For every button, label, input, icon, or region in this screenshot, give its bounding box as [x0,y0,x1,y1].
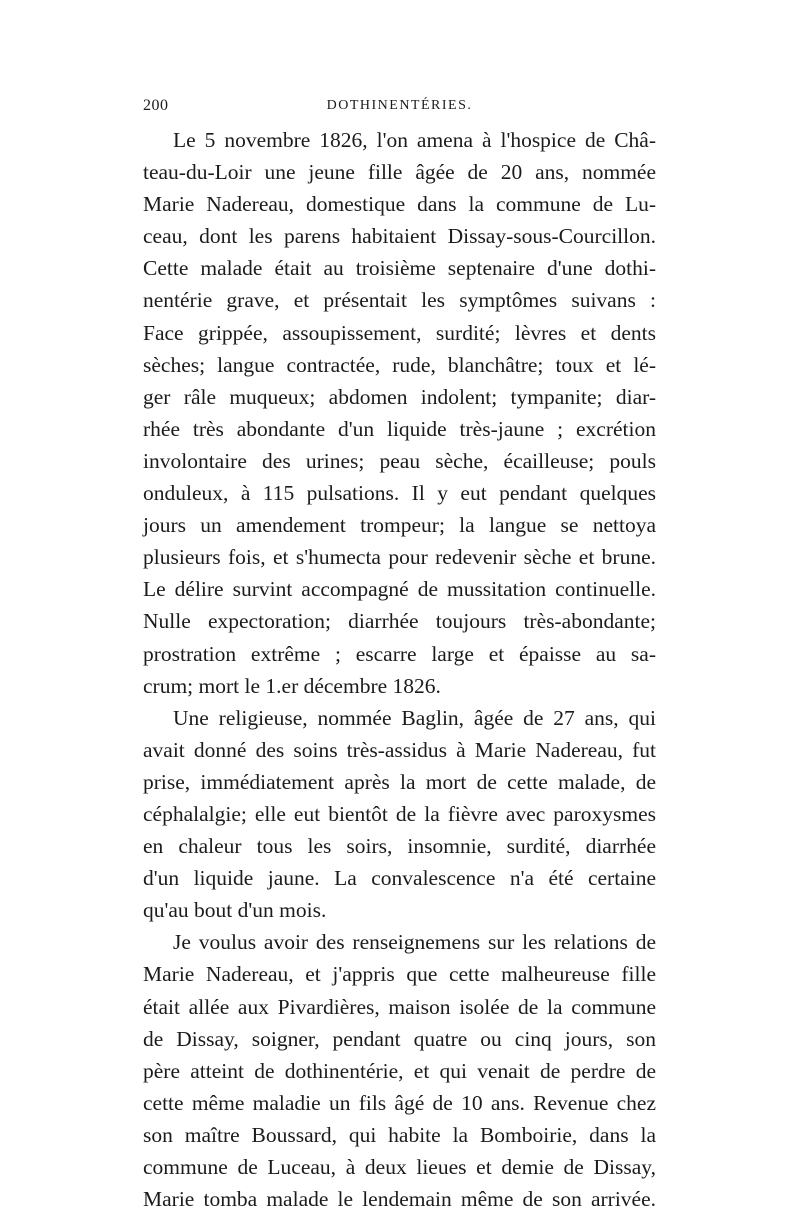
text-line: était allée aux Pivardières, maison isolée de la commune [143,994,656,1019]
page-number: 200 [143,97,169,114]
text-line: crum; mort le 1.er décembre 1826. [143,673,441,698]
text-line: Face grippée, assoupissement, surdité; lèvres et dents [143,320,656,345]
text-line: plusieurs fois, et s'humecta pour redevenir sèche et brune. [143,545,656,570]
text-line: en chaleur tous les soirs, insomnie, surdité, diarrhée [143,834,656,859]
text-line: Marie Nadereau, et j'appris que cette malheureuse fille [143,962,656,987]
body-text [143,124,656,1215]
text-line: prostration extrême ; escarre large et épaisse au sa- [143,641,656,666]
paragraph-3 [143,926,656,1215]
text-line: cette même maladie un fils âgé de 10 ans. Revenue chez [143,1090,656,1115]
page-header [143,97,656,119]
paragraph-2 [143,702,656,927]
paragraph-1 [143,124,656,702]
text-line: père atteint de dothinentérie, et qui venait de perdre de [143,1058,656,1083]
text-line: d'un liquide jaune. La convalescence n'a été certaine [143,866,656,891]
text-line: onduleux, à 115 pulsations. Il y eut pendant quelques [143,481,656,506]
text-line: ceau, dont les parens habitaient Dissay-sous-Courcillon. [143,224,656,249]
text-line: nentérie grave, et présentait les symptômes suivans : [143,288,656,313]
text-line: Le 5 novembre 1826, l'on amena à l'hospice de Châ- [173,128,656,152]
text-line: jours un amendement trompeur; la langue se nettoya [143,513,656,538]
text-line: sèches; langue contractée, rude, blanchâtre; toux et lé- [143,352,656,377]
text-line: Cette malade était au troisième septenaire d'une dothi- [143,256,656,281]
text-line: de Dissay, soigner, pendant quatre ou cinq jours, son [143,1026,656,1051]
text-line: involontaire des urines; peau sèche, écailleuse; pouls [143,448,656,473]
text-line: ger râle muqueux; abdomen indolent; tympanite; diar- [143,384,656,409]
running-title: DOTHINENTÉRIES. [326,98,473,113]
text-line: Marie tomba malade le lendemain même de son arrivée. [143,1187,656,1212]
text-line: son maître Boussard, qui habite la Bomboirie, dans la [143,1122,656,1147]
text-line: Nulle expectoration; diarrhée toujours très-abondante; [143,609,656,634]
text-line: Je voulus avoir des renseignemens sur les relations de [173,930,656,955]
text-line: qu'au bout d'un mois. [143,898,327,923]
text-line: prise, immédiatement après la mort de cette malade, de [143,769,656,794]
text-line: céphalalgie; elle eut bientôt de la fièvre avec paroxysmes [143,801,656,826]
text-line: teau-du-Loir une jeune fille âgée de 20 ans, nommée [143,160,656,185]
text-line: avait donné des soins très-assidus à Marie Nadereau, fut [143,737,656,762]
text-line: rhée très abondante d'un liquide très-jaune ; excrétion [143,416,656,441]
text-line: Le délire survint accompagné de mussitation continuelle. [143,577,656,602]
text-line: Une religieuse, nommée Baglin, âgée de 27 ans, qui [173,705,656,730]
text-line: Marie Nadereau, domestique dans la commune de Lu- [143,192,656,217]
text-line: commune de Luceau, à deux lieues et demie de Dissay, [143,1155,656,1179]
